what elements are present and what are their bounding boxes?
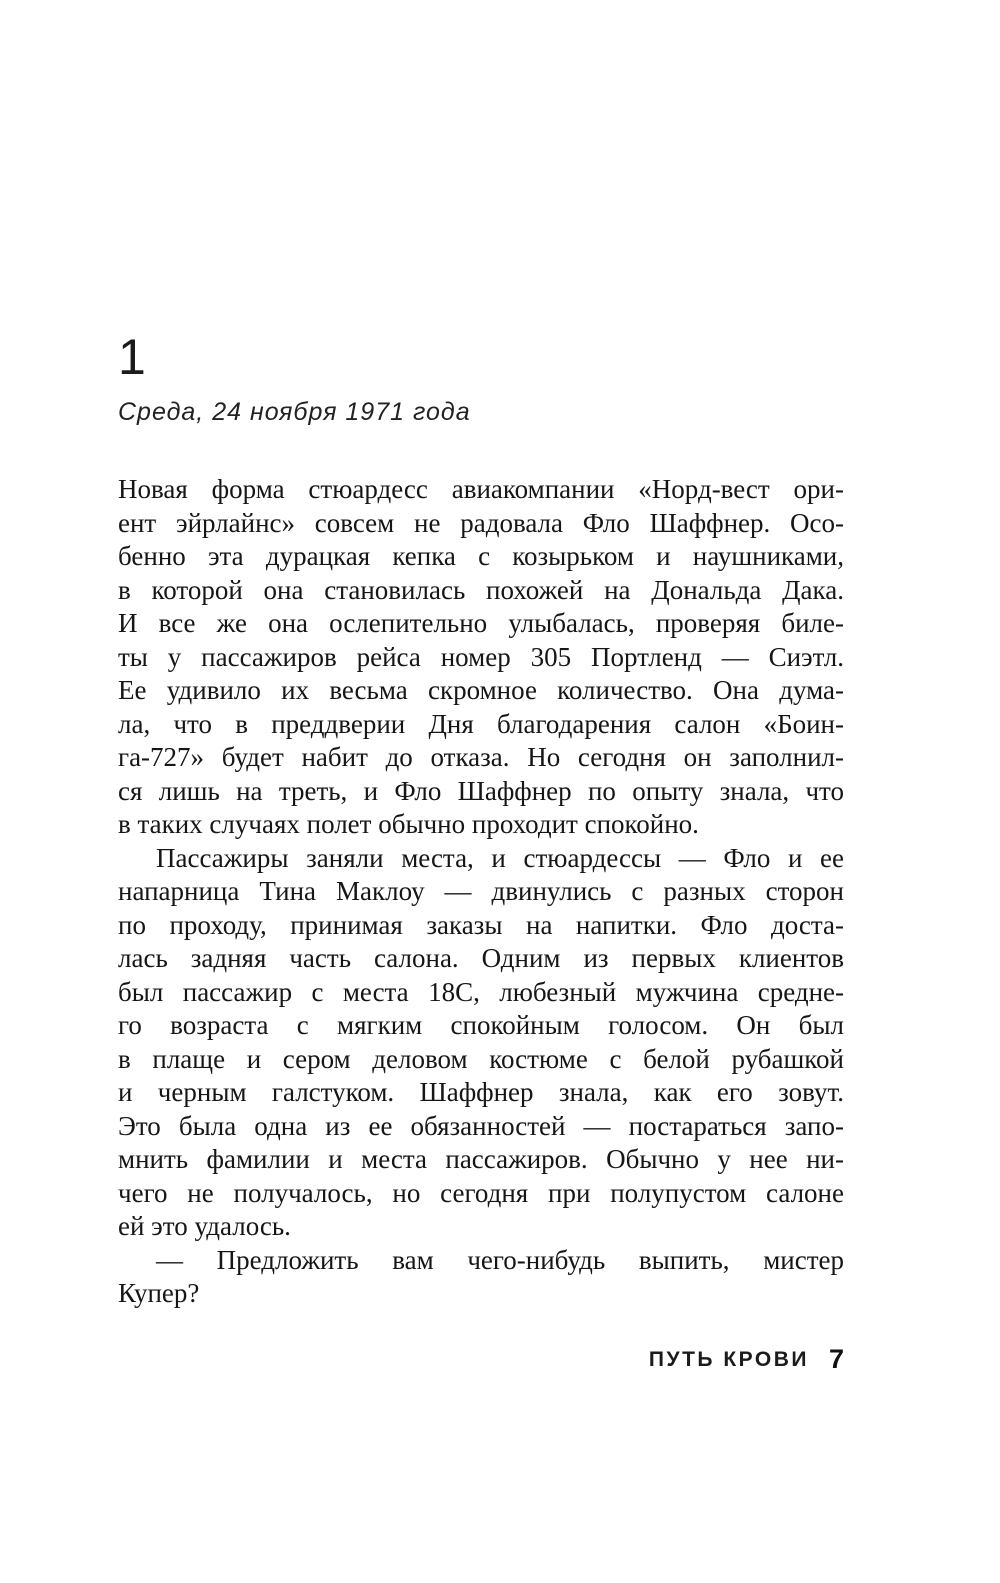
text-line: бенно эта дурацкая кепка с козырьком и наушниками, bbox=[118, 541, 844, 571]
text-line: Ее удивило их весьма скромное количество. Она дума- bbox=[118, 675, 844, 705]
paragraph bbox=[118, 473, 844, 842]
text-line: был пассажир с места 18C, любезный мужчина средне- bbox=[118, 976, 844, 1007]
text-line: напарница Тина Маклоу — двинулись с разных сторон bbox=[118, 876, 844, 906]
page-number: 7 bbox=[828, 1344, 844, 1374]
text-line: и черным галстуком. Шаффнер знала, как его зовут. bbox=[118, 1077, 844, 1107]
text-line: чего не получалось, но сегодня при полупустом салоне bbox=[118, 1177, 844, 1208]
text-line: го возраста с мягким спокойным голосом. Он был bbox=[118, 1010, 844, 1040]
text-line: ла, что в преддверии Дня благодарения салон «Боин- bbox=[118, 708, 844, 739]
text-line: ся лишь на треть, и Фло Шаффнер по опыту знала, что bbox=[118, 775, 844, 806]
text-line: — Предложить вам чего-нибудь выпить, мистер bbox=[156, 1244, 844, 1275]
text-line: в плаще и сером деловом костюме с белой рубашкой bbox=[118, 1043, 844, 1074]
text-line: в которой она становилась похожей на Дональда Дака. bbox=[118, 574, 844, 605]
text-line: га-727» будет набит до отказа. Но сегодня он заполнил- bbox=[118, 742, 844, 772]
text-line: Пассажиры заняли места, и стюардессы — Фло и ее bbox=[156, 842, 844, 873]
text-line: Купер? bbox=[118, 1278, 200, 1308]
page-footer bbox=[118, 1344, 844, 1375]
chapter-subtitle: Среда, 24 ноября 1971 года bbox=[118, 398, 471, 426]
page-content bbox=[118, 329, 844, 1311]
paragraph bbox=[118, 842, 844, 1244]
text-line: по проходу, принимая заказы на напитки. Фло доста- bbox=[118, 909, 844, 940]
text-line: Это была одна из ее обязанностей — постараться запо- bbox=[118, 1110, 844, 1141]
text-line: ты у пассажиров рейса номер 305 Портленд — Сиэтл. bbox=[118, 641, 844, 672]
body-text bbox=[118, 473, 844, 1311]
text-line: И все же она ослепительно улыбалась, проверяя биле- bbox=[118, 608, 844, 638]
running-title: ПУТЬ КРОВИ bbox=[648, 1348, 809, 1371]
text-line: ент эйрлайнс» совсем не радовала Фло Шаффнер. Осо- bbox=[118, 507, 844, 538]
text-line: Новая форма стюардесс авиакомпании «Норд-вест ори- bbox=[118, 474, 844, 504]
text-line: лась задняя часть салона. Одним из первых клиентов bbox=[118, 943, 844, 973]
text-line: ей это удалось. bbox=[118, 1211, 291, 1241]
chapter-number: 1 bbox=[118, 329, 146, 385]
paragraph bbox=[118, 1244, 844, 1311]
text-line: мнить фамилии и места пассажиров. Обычно у нее ни- bbox=[118, 1144, 844, 1174]
text-line: в таких случаях полет обычно проходит спокойно. bbox=[118, 809, 699, 839]
